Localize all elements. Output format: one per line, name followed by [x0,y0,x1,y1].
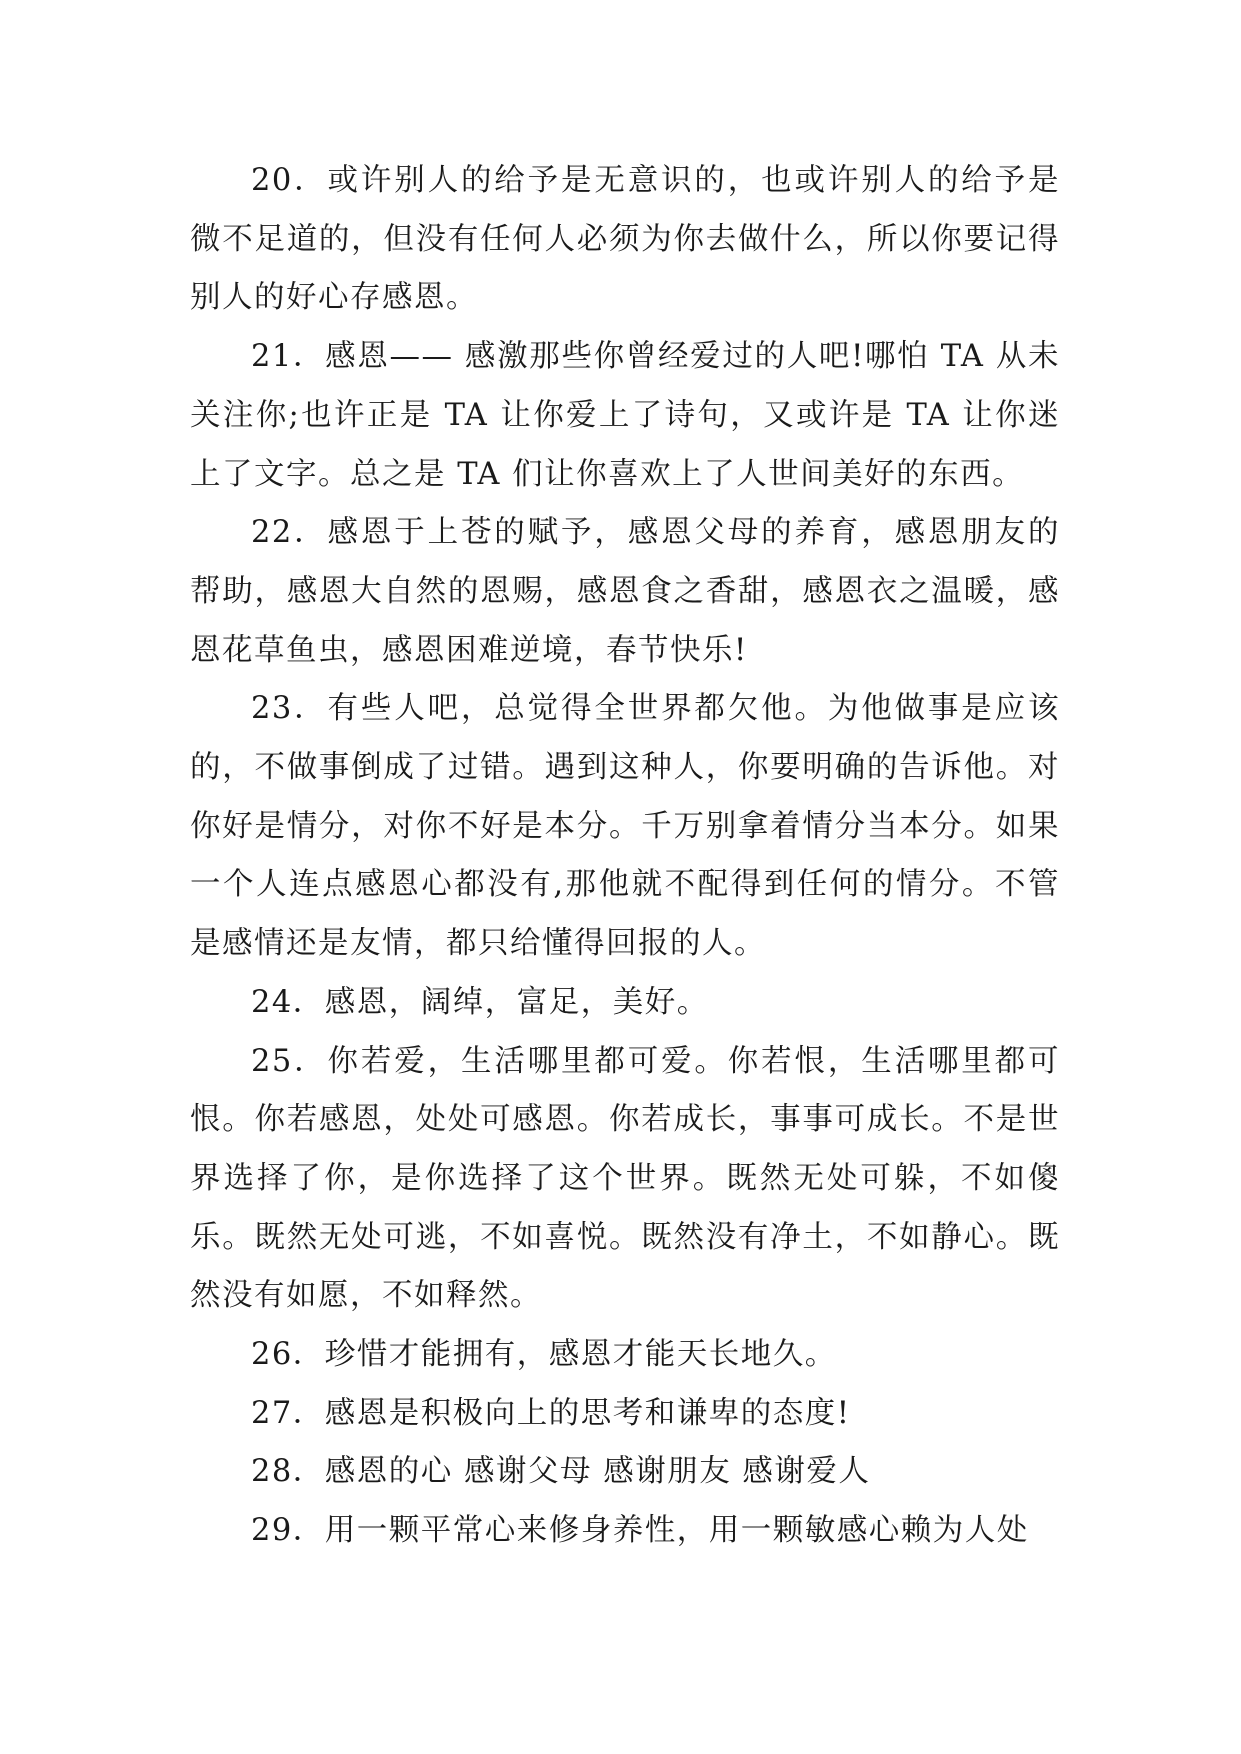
paragraph-26: 26．珍惜才能拥有，感恩才能天长地久。 [251,1337,837,1373]
paragraph-23: 23．有些人吧，总觉得全世界都欠他。为他做事是应该的，不做事倒成了过错。遇到这种人，你要明确的告诉他。对你好是情分，对你不好是本分。千万别拿着情分当本分。如果一个人连点感恩心都没有,那他就不配得到任何的情分。不管是感情还是友情，都只给懂得回报的人。 [190,691,1060,962]
paragraph-21: 21．感恩—— 感激那些你曾经爱过的人吧!哪怕 TA 从未关注你;也许正是 TA 让你爱上了诗句，又或许是 TA 让你迷上了文字。总之是 TA 们让你喜欢上了人世间美好的东西。 [190,339,1060,492]
paragraph-28: 28．感恩的心 感谢父母 感谢朋友 感谢爱人 [251,1454,871,1490]
document-body [190,152,1060,1561]
paragraph-20: 20．或许别人的给予是无意识的，也或许别人的给予是微不足道的，但没有任何人必须为你去做什么，所以你要记得别人的好心存感恩。 [190,163,1060,316]
paragraph-25: 25．你若爱，生活哪里都可爱。你若恨，生活哪里都可恨。你若感恩，处处可感恩。你若成长，事事可成长。不是世界选择了你，是你选择了这个世界。既然无处可躲，不如傻乐。既然无处可逃，不如喜悦。既然没有净土，不如静心。既然没有如愿，不如释然。 [190,1043,1060,1314]
paragraph-29: 29．用一颗平常心来修身养性，用一颗敏感心赖为人处 [251,1513,1029,1549]
paragraph-24: 24．感恩，阔绰，富足，美好。 [251,984,709,1020]
paragraph-27: 27．感恩是积极向上的思考和谦卑的态度! [251,1395,851,1431]
paragraph-22: 22．感恩于上苍的赋予，感恩父母的养育，感恩朋友的帮助，感恩大自然的恩赐，感恩食之香甜，感恩衣之温暖，感恩花草鱼虫，感恩困难逆境，春节快乐! [190,515,1060,668]
